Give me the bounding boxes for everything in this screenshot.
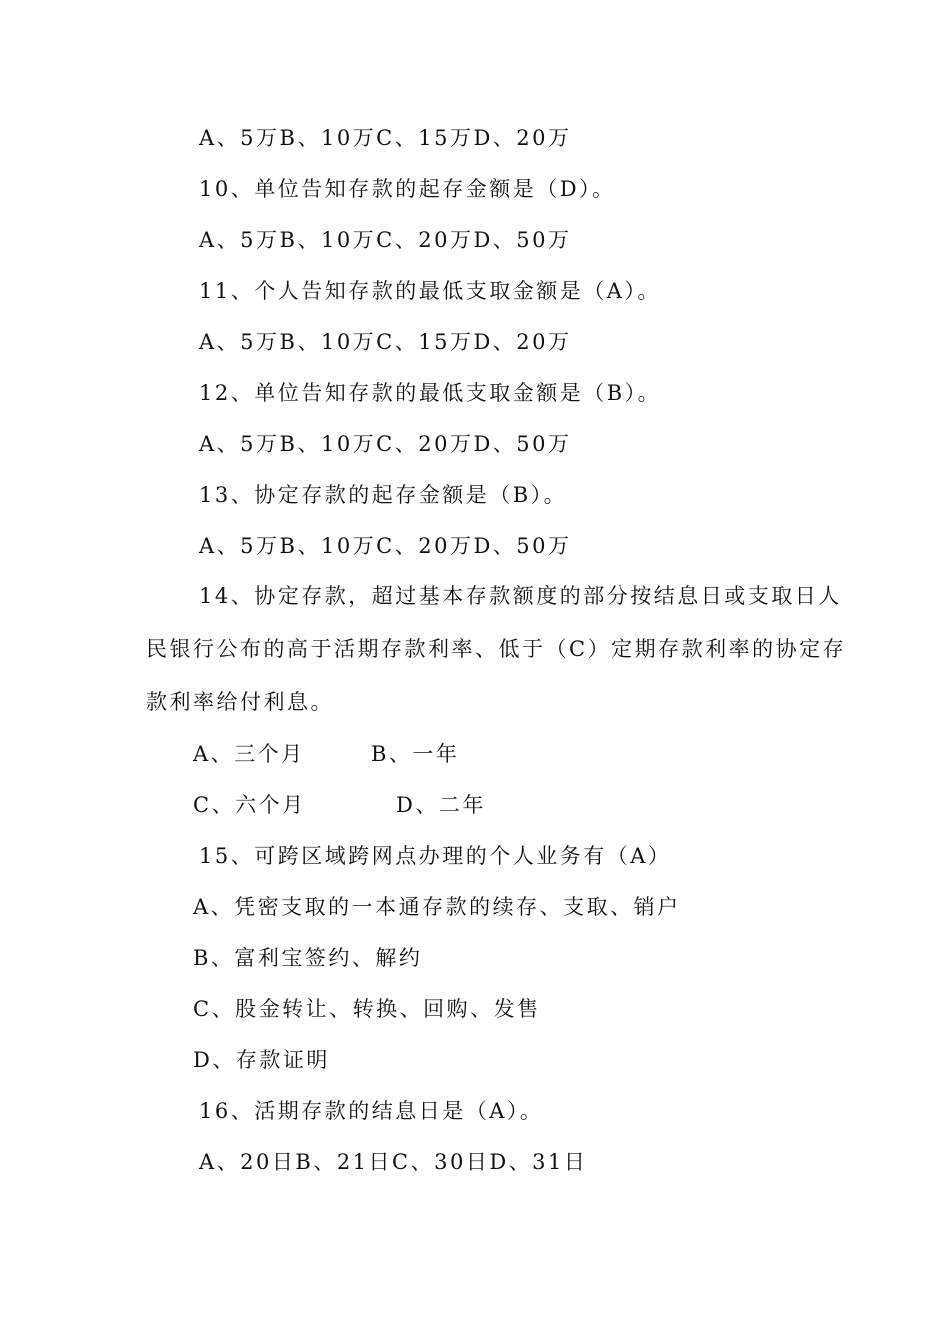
q12-question: 12、单位告知存款的最低支取金额是（B）。 [199, 381, 662, 405]
q14-question-line-3: 款利率给付利息。 [146, 690, 334, 714]
q13-options: A、5万B、10万C、20万D、50万 [199, 534, 572, 558]
q11-options: A、5万B、10万C、15万D、20万 [199, 330, 572, 354]
q14-option-d: D、二年 [396, 793, 486, 817]
q14-options-row-1 [193, 741, 460, 767]
q16-options: A、20日B、21日C、30日D、31日 [199, 1150, 588, 1174]
q9-options: A、5万B、10万C、15万D、20万 [199, 126, 572, 150]
q15-question: 15、可跨区域跨网点办理的个人业务有（A） [199, 844, 672, 868]
q14-options-row-2 [193, 792, 486, 818]
q14-option-c: C、六个月 [193, 793, 306, 817]
q15-option-a: A、凭密支取的一本通存款的续存、支取、销户 [193, 895, 681, 919]
q16-question: 16、活期存款的结息日是（A）。 [199, 1099, 544, 1123]
q10-question: 10、单位告知存款的起存金额是（D）。 [199, 177, 616, 201]
q10-options: A、5万B、10万C、20万D、50万 [199, 228, 572, 252]
q13-question: 13、协定存款的起存金额是（B）。 [199, 483, 568, 507]
q15-option-d: D、存款证明 [193, 1048, 330, 1072]
q15-option-b: B、富利宝签约、解约 [193, 946, 423, 970]
q14-option-b: B、一年 [371, 742, 460, 766]
q14-question-line-1: 14、协定存款，超过基本存款额度的部分按结息日或支取日人 [199, 584, 842, 608]
q14-question-line-2: 民银行公布的高于活期存款利率、低于（C）定期存款利率的协定存 [146, 637, 847, 661]
q14-option-a: A、三个月 [193, 742, 305, 766]
q15-option-c: C、股金转让、转换、回购、发售 [193, 997, 541, 1021]
q12-options: A、5万B、10万C、20万D、50万 [199, 432, 572, 456]
q11-question: 11、个人告知存款的最低支取金额是（A）。 [199, 279, 661, 303]
